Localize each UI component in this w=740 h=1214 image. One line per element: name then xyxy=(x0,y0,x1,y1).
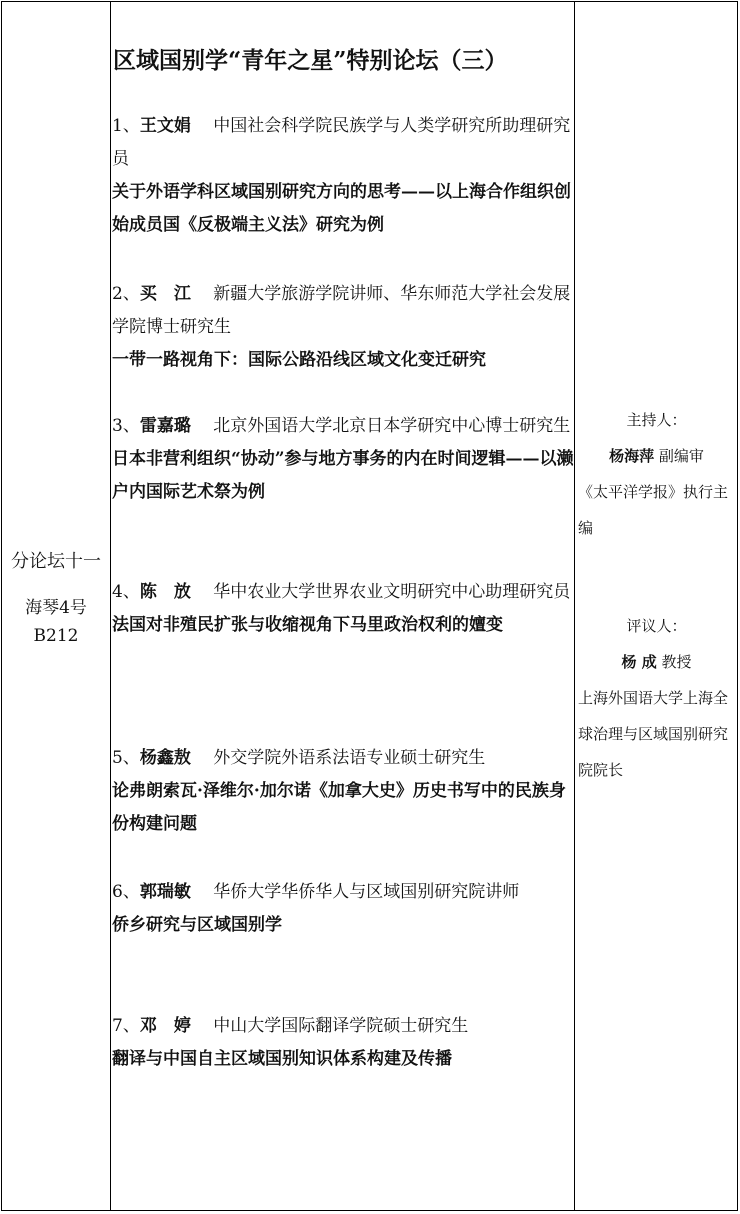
talk-index: 2、 xyxy=(112,284,140,304)
talk-topic: 法国对非殖民扩张与收缩视角下马里政治权利的嬗变 xyxy=(112,615,503,635)
talk-topic: 日本非营利组织“协动”参与地方事务的内在时间逻辑——以濑户内国际艺术祭为例 xyxy=(112,449,574,502)
talk-item xyxy=(112,1010,574,1076)
discussant-label: 评议人： xyxy=(626,617,687,635)
talk-speaker xyxy=(112,278,574,344)
speaker-affiliation: 中国社会科学院民族学与人类学研究所助理研究员 xyxy=(112,116,571,169)
talk-index: 4、 xyxy=(112,582,140,602)
talk-speaker xyxy=(112,742,574,775)
host-block xyxy=(575,402,738,546)
host-role: 《太平洋学报》执行主编 xyxy=(578,483,729,537)
talk-item xyxy=(112,278,574,377)
talk-item xyxy=(112,410,574,509)
speaker-affiliation: 新疆大学旅游学院讲师、华东师范大学社会发展学院博士研究生 xyxy=(112,284,571,337)
room-line-1: 海琴4号 xyxy=(25,598,87,618)
host-name: 杨海萍 xyxy=(609,447,655,465)
speaker-name: 郭瑞敏 xyxy=(139,882,191,902)
speaker-affiliation: 北京外国语大学北京日本学研究中心博士研究生 xyxy=(213,416,571,436)
session-column xyxy=(2,2,110,1210)
talk-index: 1、 xyxy=(112,116,140,136)
host-name-line xyxy=(575,438,738,474)
roles-column xyxy=(575,2,738,1210)
discussant-block xyxy=(575,608,738,788)
talk-topic: 侨乡研究与区域国别学 xyxy=(112,915,282,935)
talks-column xyxy=(111,2,574,1210)
talk-speaker xyxy=(112,1010,574,1043)
host-label: 主持人： xyxy=(626,411,687,429)
speaker-name: 王文娟 xyxy=(139,116,191,136)
speaker-name: 陈 放 xyxy=(139,582,191,602)
talk-item xyxy=(112,110,574,242)
speaker-affiliation: 中山大学国际翻译学院硕士研究生 xyxy=(213,1016,469,1036)
forum-title: 区域国别学“青年之星”特别论坛（三） xyxy=(113,47,508,74)
talk-speaker xyxy=(112,876,574,909)
speaker-affiliation: 外交学院外语系法语专业硕士研究生 xyxy=(213,748,486,768)
talk-index: 3、 xyxy=(112,416,140,436)
discussant-name-line xyxy=(575,644,738,680)
speaker-name: 雷嘉璐 xyxy=(139,416,191,436)
speaker-name: 买 江 xyxy=(139,284,191,304)
session-info xyxy=(2,548,110,650)
speaker-name: 杨鑫敖 xyxy=(139,748,191,768)
discussant-name: 杨 成 xyxy=(621,653,657,671)
discussant-title: 教授 xyxy=(661,653,692,671)
room-line-2: B212 xyxy=(33,626,79,646)
discussant-role: 上海外国语大学上海全球治理与区域国别研究院院长 xyxy=(578,689,729,779)
talk-index: 7、 xyxy=(112,1016,140,1036)
speaker-affiliation: 华中农业大学世界农业文明研究中心助理研究员 xyxy=(213,582,571,602)
talk-topic: 翻译与中国自主区域国别知识体系构建及传播 xyxy=(112,1049,452,1069)
talk-speaker xyxy=(112,110,574,176)
talk-topic: 关于外语学科区域国别研究方向的思考——以上海合作组织创始成员国《反极端主义法》研究为例 xyxy=(112,182,571,235)
talk-speaker xyxy=(112,576,574,609)
host-title: 副编审 xyxy=(658,447,704,465)
session-name: 分论坛十一 xyxy=(11,551,101,572)
talk-item xyxy=(112,576,574,642)
speaker-affiliation: 华侨大学华侨华人与区域国别研究院讲师 xyxy=(213,882,520,902)
talk-speaker xyxy=(112,410,574,443)
talk-item xyxy=(112,742,574,841)
schedule-table xyxy=(1,1,738,1211)
talk-index: 6、 xyxy=(112,882,140,902)
talk-item xyxy=(112,876,574,942)
talk-topic: 论弗朗索瓦·泽维尔·加尔诺《加拿大史》历史书写中的民族身份构建问题 xyxy=(112,781,566,834)
speaker-name: 邓 婷 xyxy=(139,1016,191,1036)
talk-index: 5、 xyxy=(112,748,140,768)
talk-topic: 一带一路视角下：国际公路沿线区域文化变迁研究 xyxy=(112,350,486,370)
